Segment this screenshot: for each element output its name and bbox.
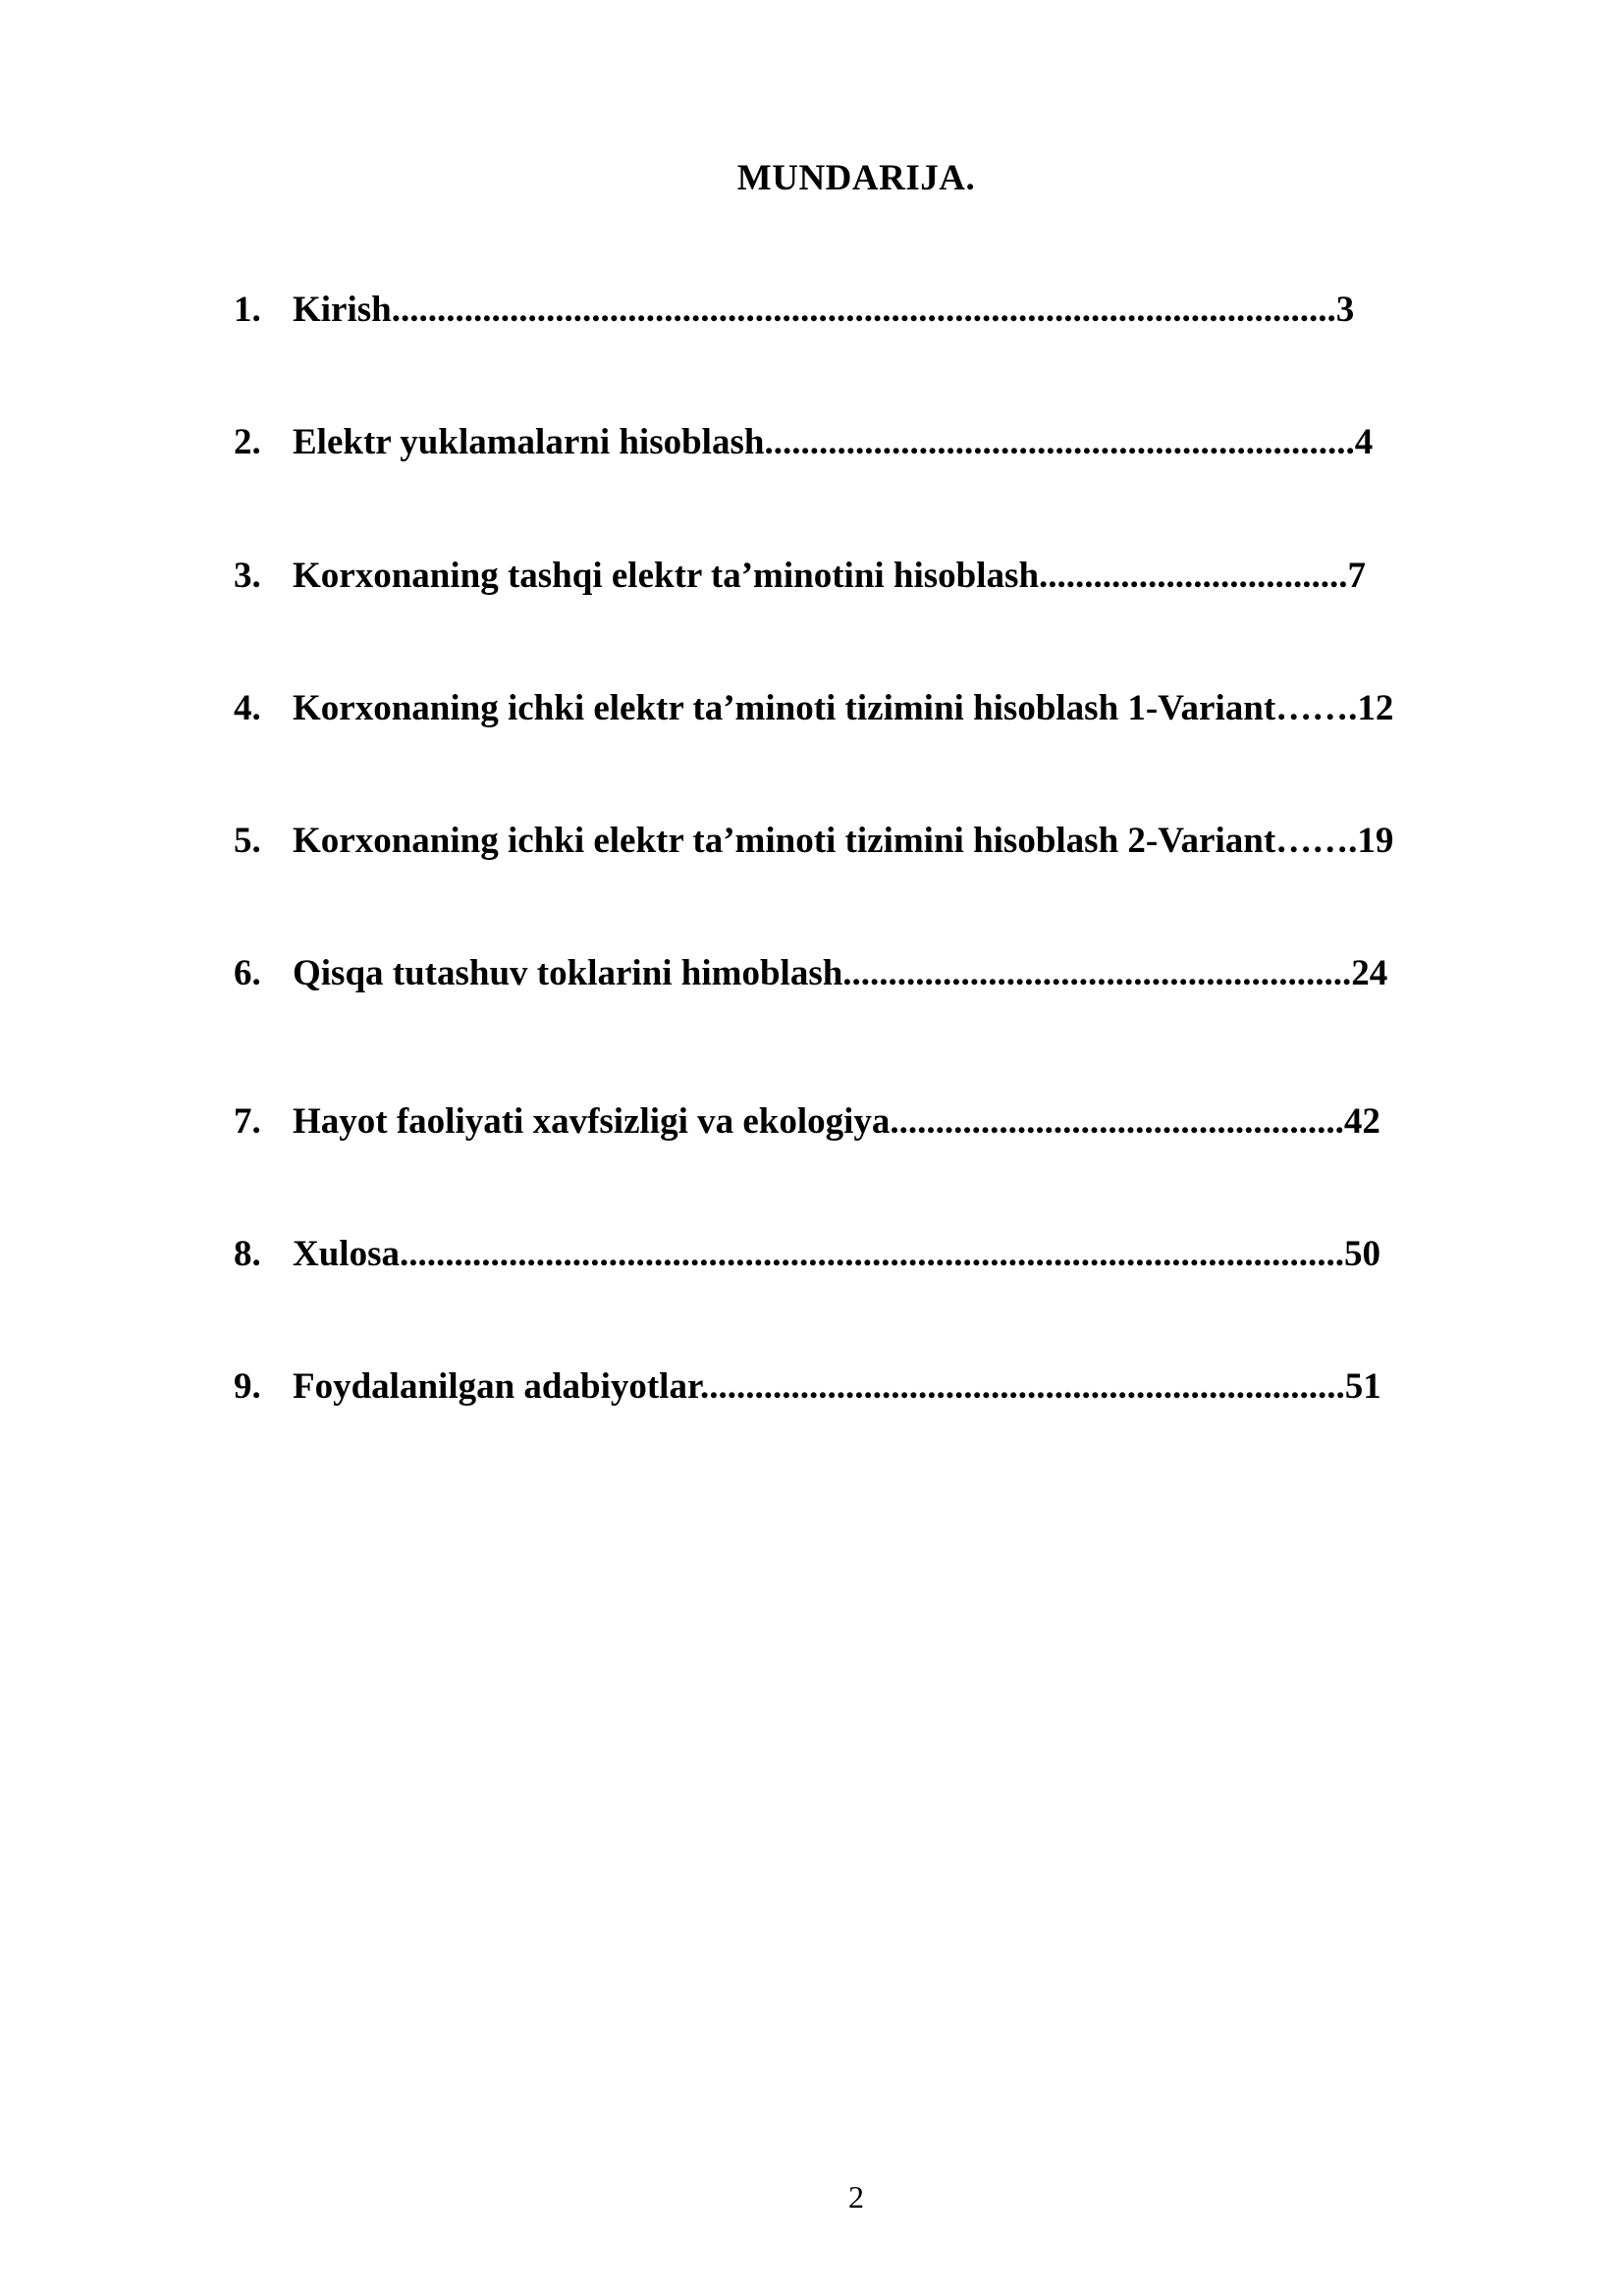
toc-entry-3 — [234, 555, 1366, 598]
toc-entry-text: Xulosa........................................................................................................50 — [293, 1234, 1380, 1274]
toc-entry-6 — [234, 952, 1387, 995]
toc-entry-4 — [234, 687, 1393, 730]
toc-number: 9. — [234, 1366, 261, 1407]
toc-number: 7. — [234, 1101, 261, 1142]
toc-entry-text: Kirish........................................................................................................3 — [293, 290, 1355, 330]
toc-entry-text: Korxonaning ichki elektr ta’minoti tizimini hisoblash 2-Variant…….19 — [293, 821, 1394, 861]
toc-number: 3. — [234, 556, 261, 596]
page-number: 2 — [848, 2179, 864, 2215]
toc-entry-8 — [234, 1233, 1380, 1276]
toc-entry-7 — [234, 1100, 1380, 1144]
toc-entry-1 — [234, 289, 1354, 332]
toc-entry-text: Korxonaning tashqi elektr ta’minotini hisoblash..................................7 — [293, 556, 1367, 596]
toc-entry-text: Hayot faoliyati xavfsizligi va ekologiya..................................................42 — [293, 1101, 1380, 1142]
toc-number: 4. — [234, 688, 261, 728]
toc-entry-text: Korxonaning ichki elektr ta’minoti tizimini hisoblash 1-Variant…….12 — [293, 688, 1394, 728]
toc-entry-9 — [234, 1365, 1381, 1409]
toc-number: 2. — [234, 422, 261, 462]
toc-number: 5. — [234, 821, 261, 861]
toc-entry-text: Foydalanilgan adabiyotlar.......................................................................51 — [293, 1366, 1381, 1407]
toc-entry-2 — [234, 421, 1373, 464]
page-title: MUNDARIJA. — [736, 158, 976, 198]
toc-entry-text: Qisqa tutashuv toklarini himoblash........................................................24 — [293, 953, 1388, 993]
toc-entry-5 — [234, 820, 1393, 863]
toc-number: 6. — [234, 953, 261, 993]
toc-number: 8. — [234, 1234, 261, 1274]
toc-entry-text: Elektr yuklamalarni hisoblash.................................................................4 — [293, 422, 1374, 462]
toc-number: 1. — [234, 290, 261, 330]
